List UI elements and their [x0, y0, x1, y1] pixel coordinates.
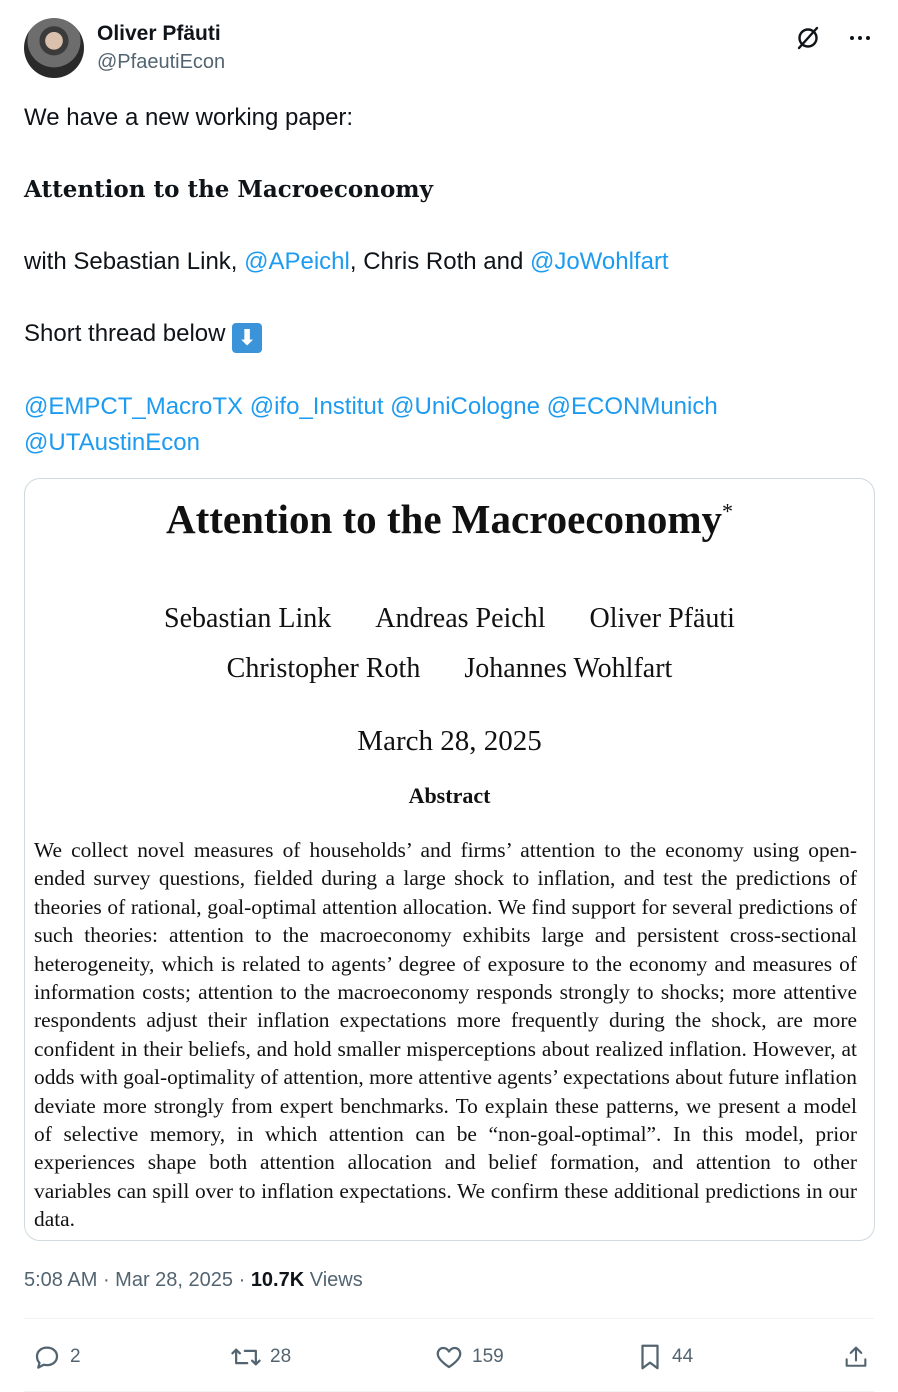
paper-title	[25, 495, 874, 543]
mention-utaustinecon[interactable]: @UTAustinEcon	[24, 429, 200, 456]
handle[interactable]: @PfaeutiEcon	[97, 51, 226, 73]
mention-apeichl[interactable]: @APeichl	[244, 248, 350, 275]
paper-author: Johannes Wohlfart	[464, 653, 673, 684]
bookmark-icon	[636, 1342, 664, 1372]
coauthors-prefix: with Sebastian Link,	[24, 248, 245, 275]
repost-count: 28	[270, 1346, 292, 1367]
header-icons	[794, 24, 874, 52]
abstract-text: We collect novel measures of households’ and firms’ attention to the economy using open-ended survey questions, fielded during a large shock to inflation, and test the predictions of theories of rational, goal-optimal attention allocation. We find support for several predictions of such theories: attention to the macroeconomy exhibits large and persistent cross-sectional heterogeneity, which is related to agents’ degree of exposure to the economy and measures of information costs; attention to the macroeconomy responds strongly to shocks; more attentive respondents adjust their inflation expectations more frequently during the shock, are more confident in their beliefs, and hold smaller misperceptions about realized inflation. However, at odds with goal-optimality of attention, more attentive agents’ expectations about future inflation deviate more strongly from expert benchmarks. To explain these patterns, we present a model of selective memory, in which attention can be “non-goal-optimal”. In this model, prior experiences shape both attention allocation and belief formation, and attention to other variables can spill over to inflation expectations. We confirm these additional predictions in our data.	[34, 838, 857, 1232]
share-icon	[842, 1342, 870, 1372]
heart-icon	[434, 1342, 464, 1372]
meta-separator: ·	[97, 1269, 116, 1291]
tweet-mentions	[24, 389, 874, 461]
paper-image[interactable]	[24, 478, 875, 1241]
more-icon[interactable]	[846, 24, 874, 52]
repost-icon	[230, 1342, 262, 1372]
reply-icon	[32, 1342, 62, 1372]
tweet-meta	[24, 1264, 363, 1296]
share-button[interactable]	[842, 1336, 870, 1378]
like-count: 159	[472, 1346, 504, 1367]
repost-button[interactable]	[230, 1336, 291, 1378]
avatar[interactable]	[24, 18, 84, 78]
thread-text: Short thread below	[24, 320, 233, 347]
paper-author: Sebastian Link	[164, 603, 332, 634]
tweet-date[interactable]: Mar 28, 2025	[115, 1269, 234, 1291]
views-count: 10.7K	[250, 1269, 305, 1291]
abstract-heading: Abstract	[408, 783, 491, 808]
paper-author: Oliver Pfäuti	[589, 603, 735, 634]
bookmark-button[interactable]	[636, 1336, 693, 1378]
divider	[24, 1318, 874, 1319]
mention-unicologne[interactable]: @UniCologne	[390, 393, 540, 420]
coauthors-mid: , Chris Roth and	[349, 248, 530, 275]
mention-ifo-institut[interactable]: @ifo_Institut	[249, 393, 384, 420]
reply-count: 2	[70, 1346, 81, 1367]
tweet-line-intro: We have a new working paper:	[24, 104, 354, 131]
tweet-coauthors-line	[24, 244, 874, 280]
paper-author: Christopher Roth	[226, 653, 421, 684]
tweet-time[interactable]: 5:08 AM	[24, 1269, 98, 1291]
display-name[interactable]: Oliver Pfäuti	[97, 22, 221, 45]
paper-date: March 28, 2025	[357, 725, 542, 757]
paper-author: Andreas Peichl	[375, 603, 546, 634]
mention-jowohlfart[interactable]: @JoWohlfart	[529, 248, 669, 275]
meta-separator: ·	[233, 1269, 251, 1291]
action-bar	[24, 1336, 874, 1378]
tweet-thread-line	[24, 316, 874, 353]
like-button[interactable]	[434, 1336, 504, 1378]
down-arrow-emoji-icon: ⬇	[232, 323, 262, 353]
mention-econmunich[interactable]: @ECONMunich	[546, 393, 718, 420]
paper-title-text: Attention to the Macroeconomy	[165, 496, 723, 542]
bookmark-count: 44	[672, 1346, 694, 1367]
paper-title-mark: *	[722, 498, 734, 524]
mention-empct-macrotx[interactable]: @EMPCT_MacroTX	[24, 393, 244, 420]
grok-icon[interactable]	[794, 24, 822, 52]
tweet-paper-title: Attention to the Macroeconomy	[24, 176, 434, 203]
reply-button[interactable]	[32, 1336, 81, 1378]
tweet-text	[24, 100, 874, 461]
views-label: Views	[304, 1269, 363, 1291]
author-names	[97, 20, 225, 76]
tweet-header	[24, 18, 874, 80]
paper-authors-row2	[25, 653, 874, 685]
paper-authors-row1	[25, 603, 874, 635]
